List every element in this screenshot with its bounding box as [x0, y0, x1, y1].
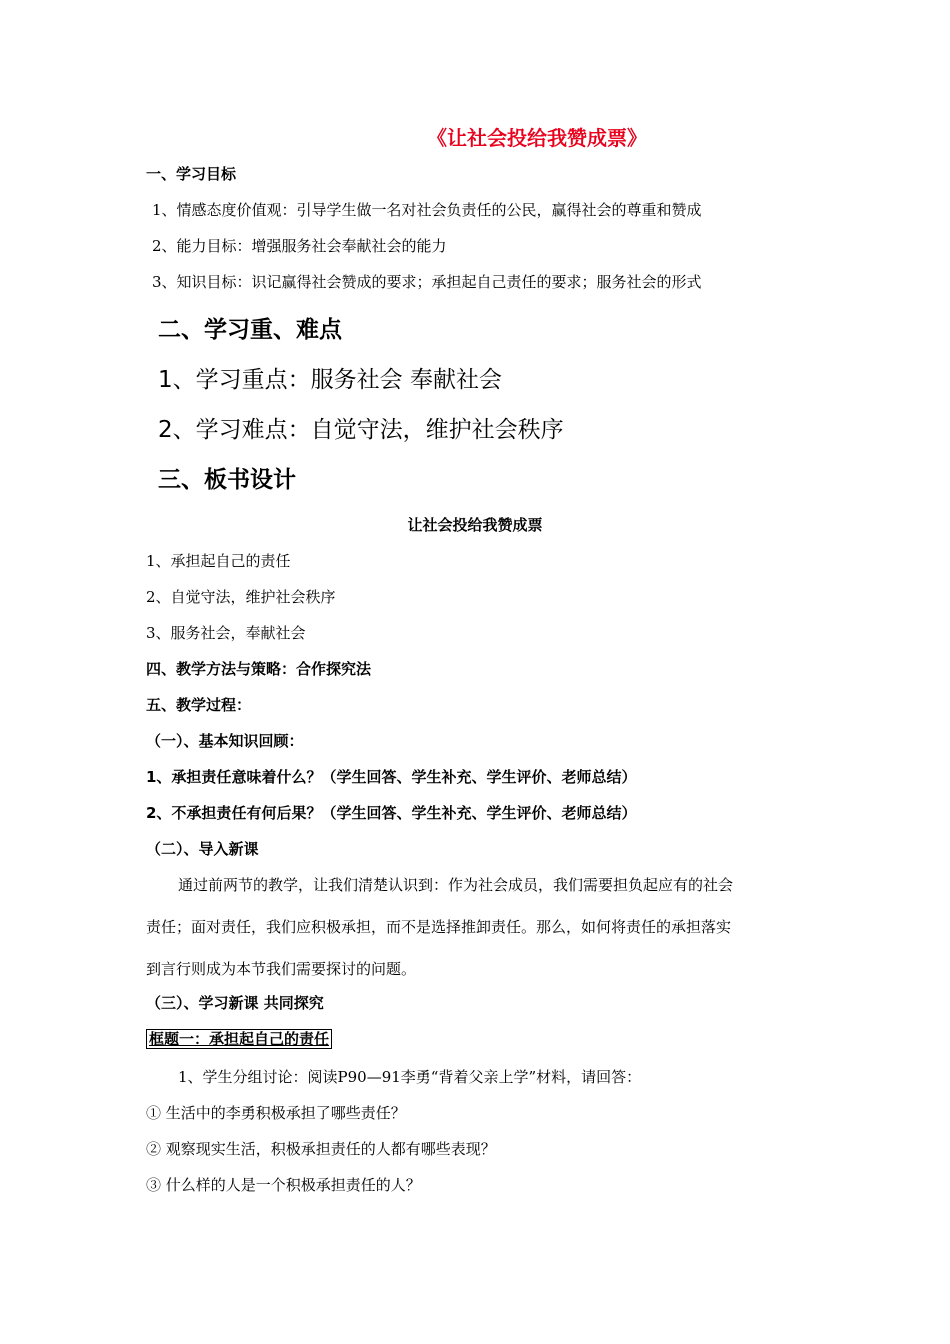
goal-item: 3、知识目标：识记赢得社会赞成的要求；承担起自己责任的要求；服务社会的形式	[152, 273, 702, 291]
keypoint-item: 2、学习难点：自觉守法，维护社会秩序	[158, 417, 564, 443]
board-item: 3、服务社会，奉献社会	[146, 624, 306, 642]
page-title: 《让社会投给我赞成票》	[427, 126, 647, 150]
keypoint-item: 1、学习重点：服务社会 奉献社会	[158, 367, 502, 393]
section-heading-process: 五、教学过程：	[146, 696, 252, 714]
section-heading-method: 四、教学方法与策略：合作探究法	[146, 660, 372, 678]
review-question: 2、不承担责任有何后果？（学生回答、学生补充、学生评价、老师总结）	[146, 804, 637, 822]
board-item: 2、自觉守法，维护社会秩序	[146, 588, 336, 606]
subheading-review: （一）、基本知识回顾：	[146, 732, 304, 750]
board-item: 1、承担起自己的责任	[146, 552, 291, 570]
subheading-new-lesson: （三）、学习新课 共同探究	[146, 994, 324, 1012]
goal-item: 1、情感态度价值观：引导学生做一名对社会负责任的公民，赢得社会的尊重和赞成	[152, 201, 702, 219]
discussion-question: ③ 什么样的人是一个积极承担责任的人？	[146, 1176, 421, 1194]
discussion-prompt: 1、学生分组讨论：阅读P90—91李勇“背着父亲上学”材料，请回答：	[178, 1068, 642, 1086]
review-question: 1、承担责任意味着什么？（学生回答、学生补充、学生评价、老师总结）	[146, 768, 637, 786]
intro-paragraph-line: 到言行则成为本节我们需要探讨的问题。	[146, 960, 417, 978]
section-heading-board: 三、板书设计	[158, 467, 296, 493]
section-heading-keypoints: 二、学习重、难点	[158, 317, 342, 343]
frame-title-text: 框题一：承担起自己的责任	[146, 1029, 332, 1049]
section-heading-goals: 一、学习目标	[146, 165, 237, 183]
intro-paragraph-line: 通过前两节的教学，让我们清楚认识到：作为社会成员，我们需要担负起应有的社会	[178, 876, 734, 894]
frame-title	[146, 1028, 332, 1049]
discussion-question: ② 观察现实生活，积极承担责任的人都有哪些表现？	[146, 1140, 496, 1158]
discussion-question: ① 生活中的李勇积极承担了哪些责任？	[146, 1104, 406, 1122]
board-title: 让社会投给我赞成票	[407, 516, 543, 534]
intro-paragraph-line: 责任；面对责任，我们应积极承担，而不是选择推卸责任。那么，如何将责任的承担落实	[146, 918, 732, 936]
goal-item: 2、能力目标：增强服务社会奉献社会的能力	[152, 237, 447, 255]
subheading-intro: （二）、导入新课	[146, 840, 259, 858]
